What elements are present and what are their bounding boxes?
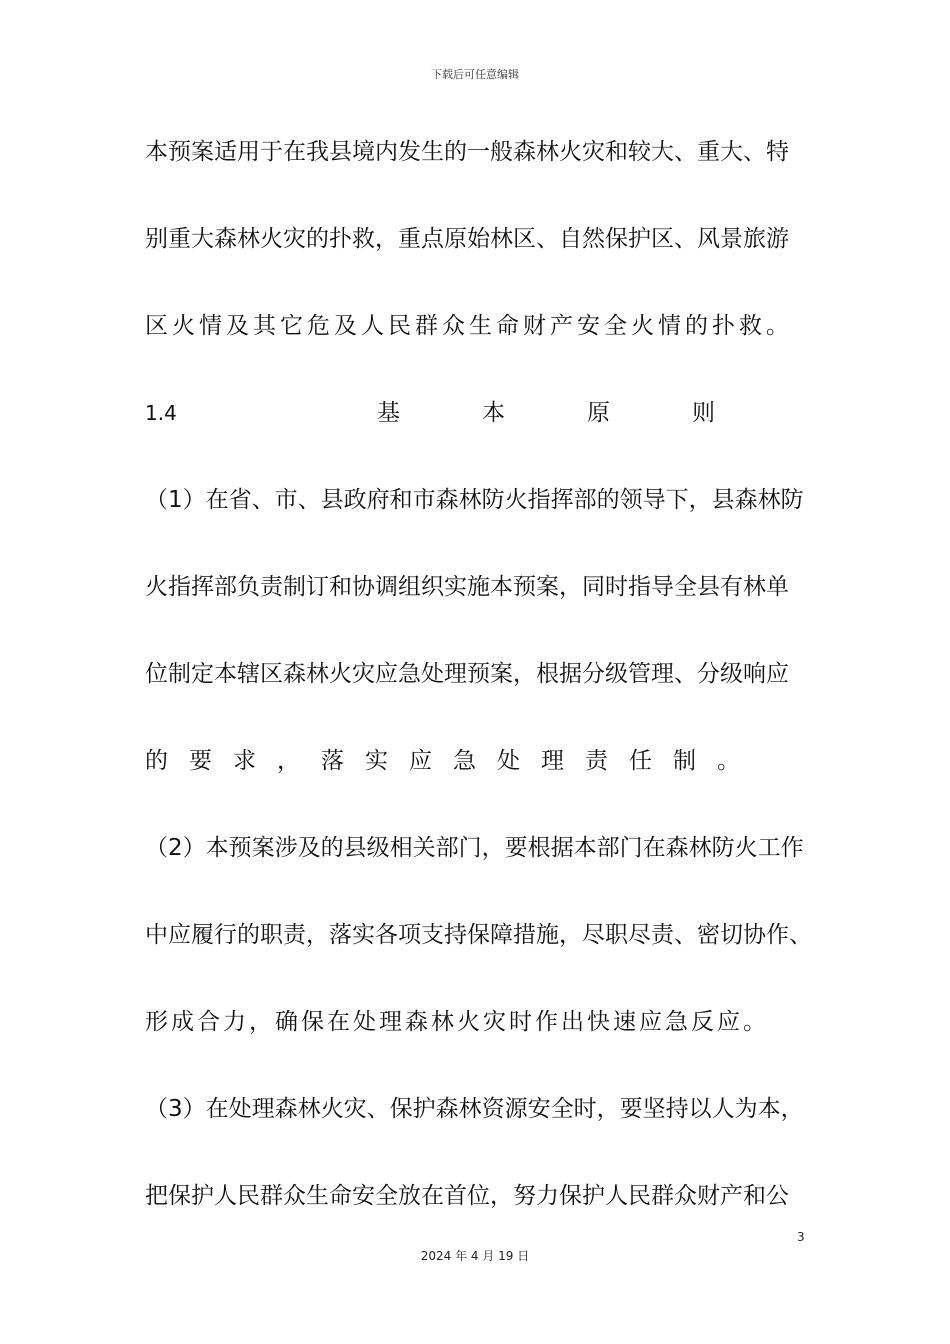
paragraph-line: 位制定本辖区森林火灾应急处理预案，根据分级管理、分级响应 — [145, 661, 789, 687]
paragraph-line: 火指挥部负责制订和协调组织实施本预案，同时指导全县有林单 — [145, 574, 789, 600]
page-number: 3 — [797, 1230, 805, 1244]
paragraph-line: 本预案适用于在我县境内发生的一般森林火灾和较大、重大、特 — [145, 139, 789, 165]
section-number: 1.4 — [145, 401, 177, 425]
section-heading — [145, 398, 715, 428]
footer-date: 2024 年 4 月 19 日 — [420, 1249, 530, 1263]
paragraph-line: （1）在省、市、县政府和市森林防火指挥部的领导下，县森林防 — [145, 487, 804, 513]
paragraph-line: （2）本预案涉及的县级相关部门，要根据本部门在森林防火工作 — [145, 835, 804, 861]
paragraph-line: （3）在处理森林火灾、保护森林资源安全时，要坚持以人为本， — [145, 1096, 804, 1122]
section-title-char: 基 — [377, 400, 400, 426]
paragraph-line: 别重大森林火灾的扑救，重点原始林区、自然保护区、风景旅游 — [145, 226, 789, 252]
paragraph-line: 的要求，落实应急处理责任制。 — [145, 748, 761, 774]
section-title-char: 本 — [482, 400, 505, 426]
paragraph-line: 中应履行的职责，落实各项支持保障措施，尽职尽责、密切协作、 — [145, 922, 812, 948]
paragraph-line: 把保护人民群众生命安全放在首位，努力保护人民群众财产和公 — [145, 1183, 789, 1209]
paragraph-line: 形成合力，确保在处理森林火灾时作出快速应急反应。 — [145, 1009, 769, 1035]
section-title-char: 则 — [692, 400, 715, 426]
section-title-char: 原 — [587, 400, 610, 426]
paragraph-line: 区火情及其它危及人民群众生命财产安全火情的扑救。 — [145, 313, 793, 339]
page-header: 下载后可任意编辑 — [431, 68, 519, 81]
